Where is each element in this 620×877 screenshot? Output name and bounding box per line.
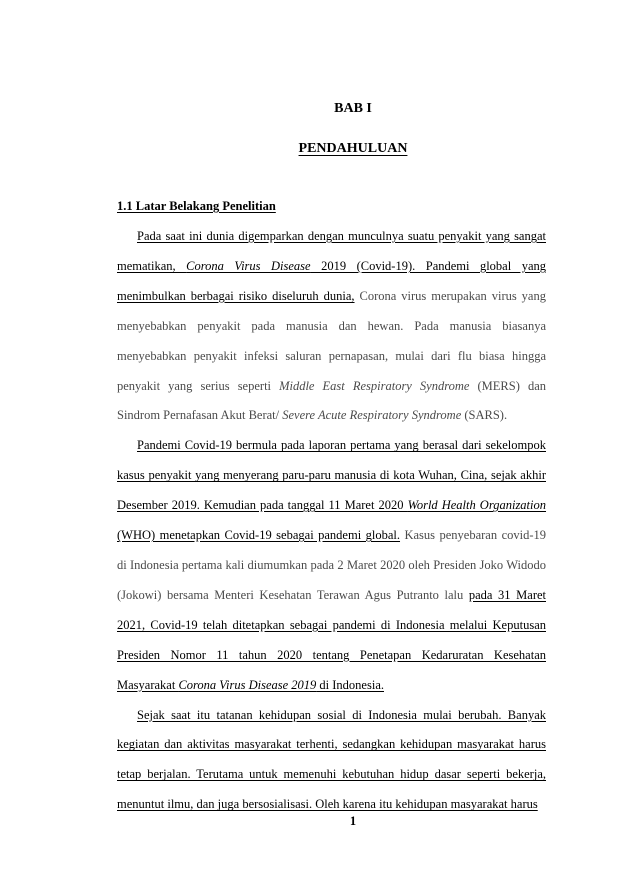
chapter-title: PENDAHULUAN (298, 141, 408, 156)
text-span: 2019 (Covid-19). Pandemi global yang menimbulkan berbagai risiko diseluruh dunia, (117, 258, 546, 303)
text-span: di Indonesia. (316, 677, 384, 692)
italic-term: Corona Virus Disease 2019 (178, 677, 317, 692)
body-text (117, 222, 546, 820)
chapter-label: BAB I (334, 101, 372, 116)
text-span: (SARS). (461, 408, 508, 423)
text-span: (MERS) dan Sindrom Pernafasan Akut Berat/ (117, 378, 546, 423)
paragraph-2 (117, 431, 546, 700)
text-span: (WHO) menetapkan Covid-19 sebagai pandemi global. (117, 528, 401, 543)
italic-term: Severe Acute Respiratory Syndrome (282, 408, 462, 423)
italic-term: World Health Organization (407, 498, 547, 513)
paragraph-3 (117, 701, 546, 821)
italic-term: Middle East Respiratory Syndrome (279, 378, 470, 393)
italic-term: Corona Virus Disease (186, 258, 311, 273)
text-span: Pandemi Covid-19 bermula pada laporan pertama yang berasal dari sekelompok kasus penyakit yang menyerang paru-paru manusia di kota Wuhan, Cina, sejak akhir Desember 2019. Kemudian pada tanggal 11 Maret 2020 (117, 438, 546, 513)
paragraph-1 (117, 222, 546, 431)
text-span: Sejak saat itu tatanan kehidupan sosial di Indonesia mulai berubah. Banyak kegiatan dan aktivitas masyarakat terhenti, sedangkan kehidupan masyarakat harus tetap berjalan. Terutama untuk memenuhi kebutuhan hidup dasar seperti bekerja, menuntut ilmu, dan juga bersosialisasi. Oleh karena itu kehidupan masyarakat harus (117, 707, 546, 812)
text-span: Corona virus merupakan virus yang menyebabkan penyakit pada manusia dan hewan. Pada manusia biasanya menyebabkan penyakit infeksi saluran pernapasan, mulai dari flu biasa hingga penyakit yang serius seperti (117, 288, 546, 393)
text-span: Pada saat ini dunia digemparkan dengan munculnya suatu penyakit yang sangat mematikan, (117, 229, 546, 273)
page-number: 1 (349, 814, 357, 828)
section-heading: 1.1 Latar Belakang Penelitian (117, 199, 276, 213)
text-span: pada 31 Maret 2021, Covid-19 telah ditetapkan sebagai pandemi di Indonesia melalui Keputusan Presiden Nomor 11 tahun 2020 tentang Penetapan Kedaruratan Kesehatan Masyarakat (117, 587, 546, 692)
text-span: Kasus penyebaran covid-19 di Indonesia pertama kali diumumkan pada 2 Maret 2020 oleh Presiden Joko Widodo (Jokowi) bersama Menteri Kesehatan Terawan Agus Putranto lalu (117, 528, 547, 602)
